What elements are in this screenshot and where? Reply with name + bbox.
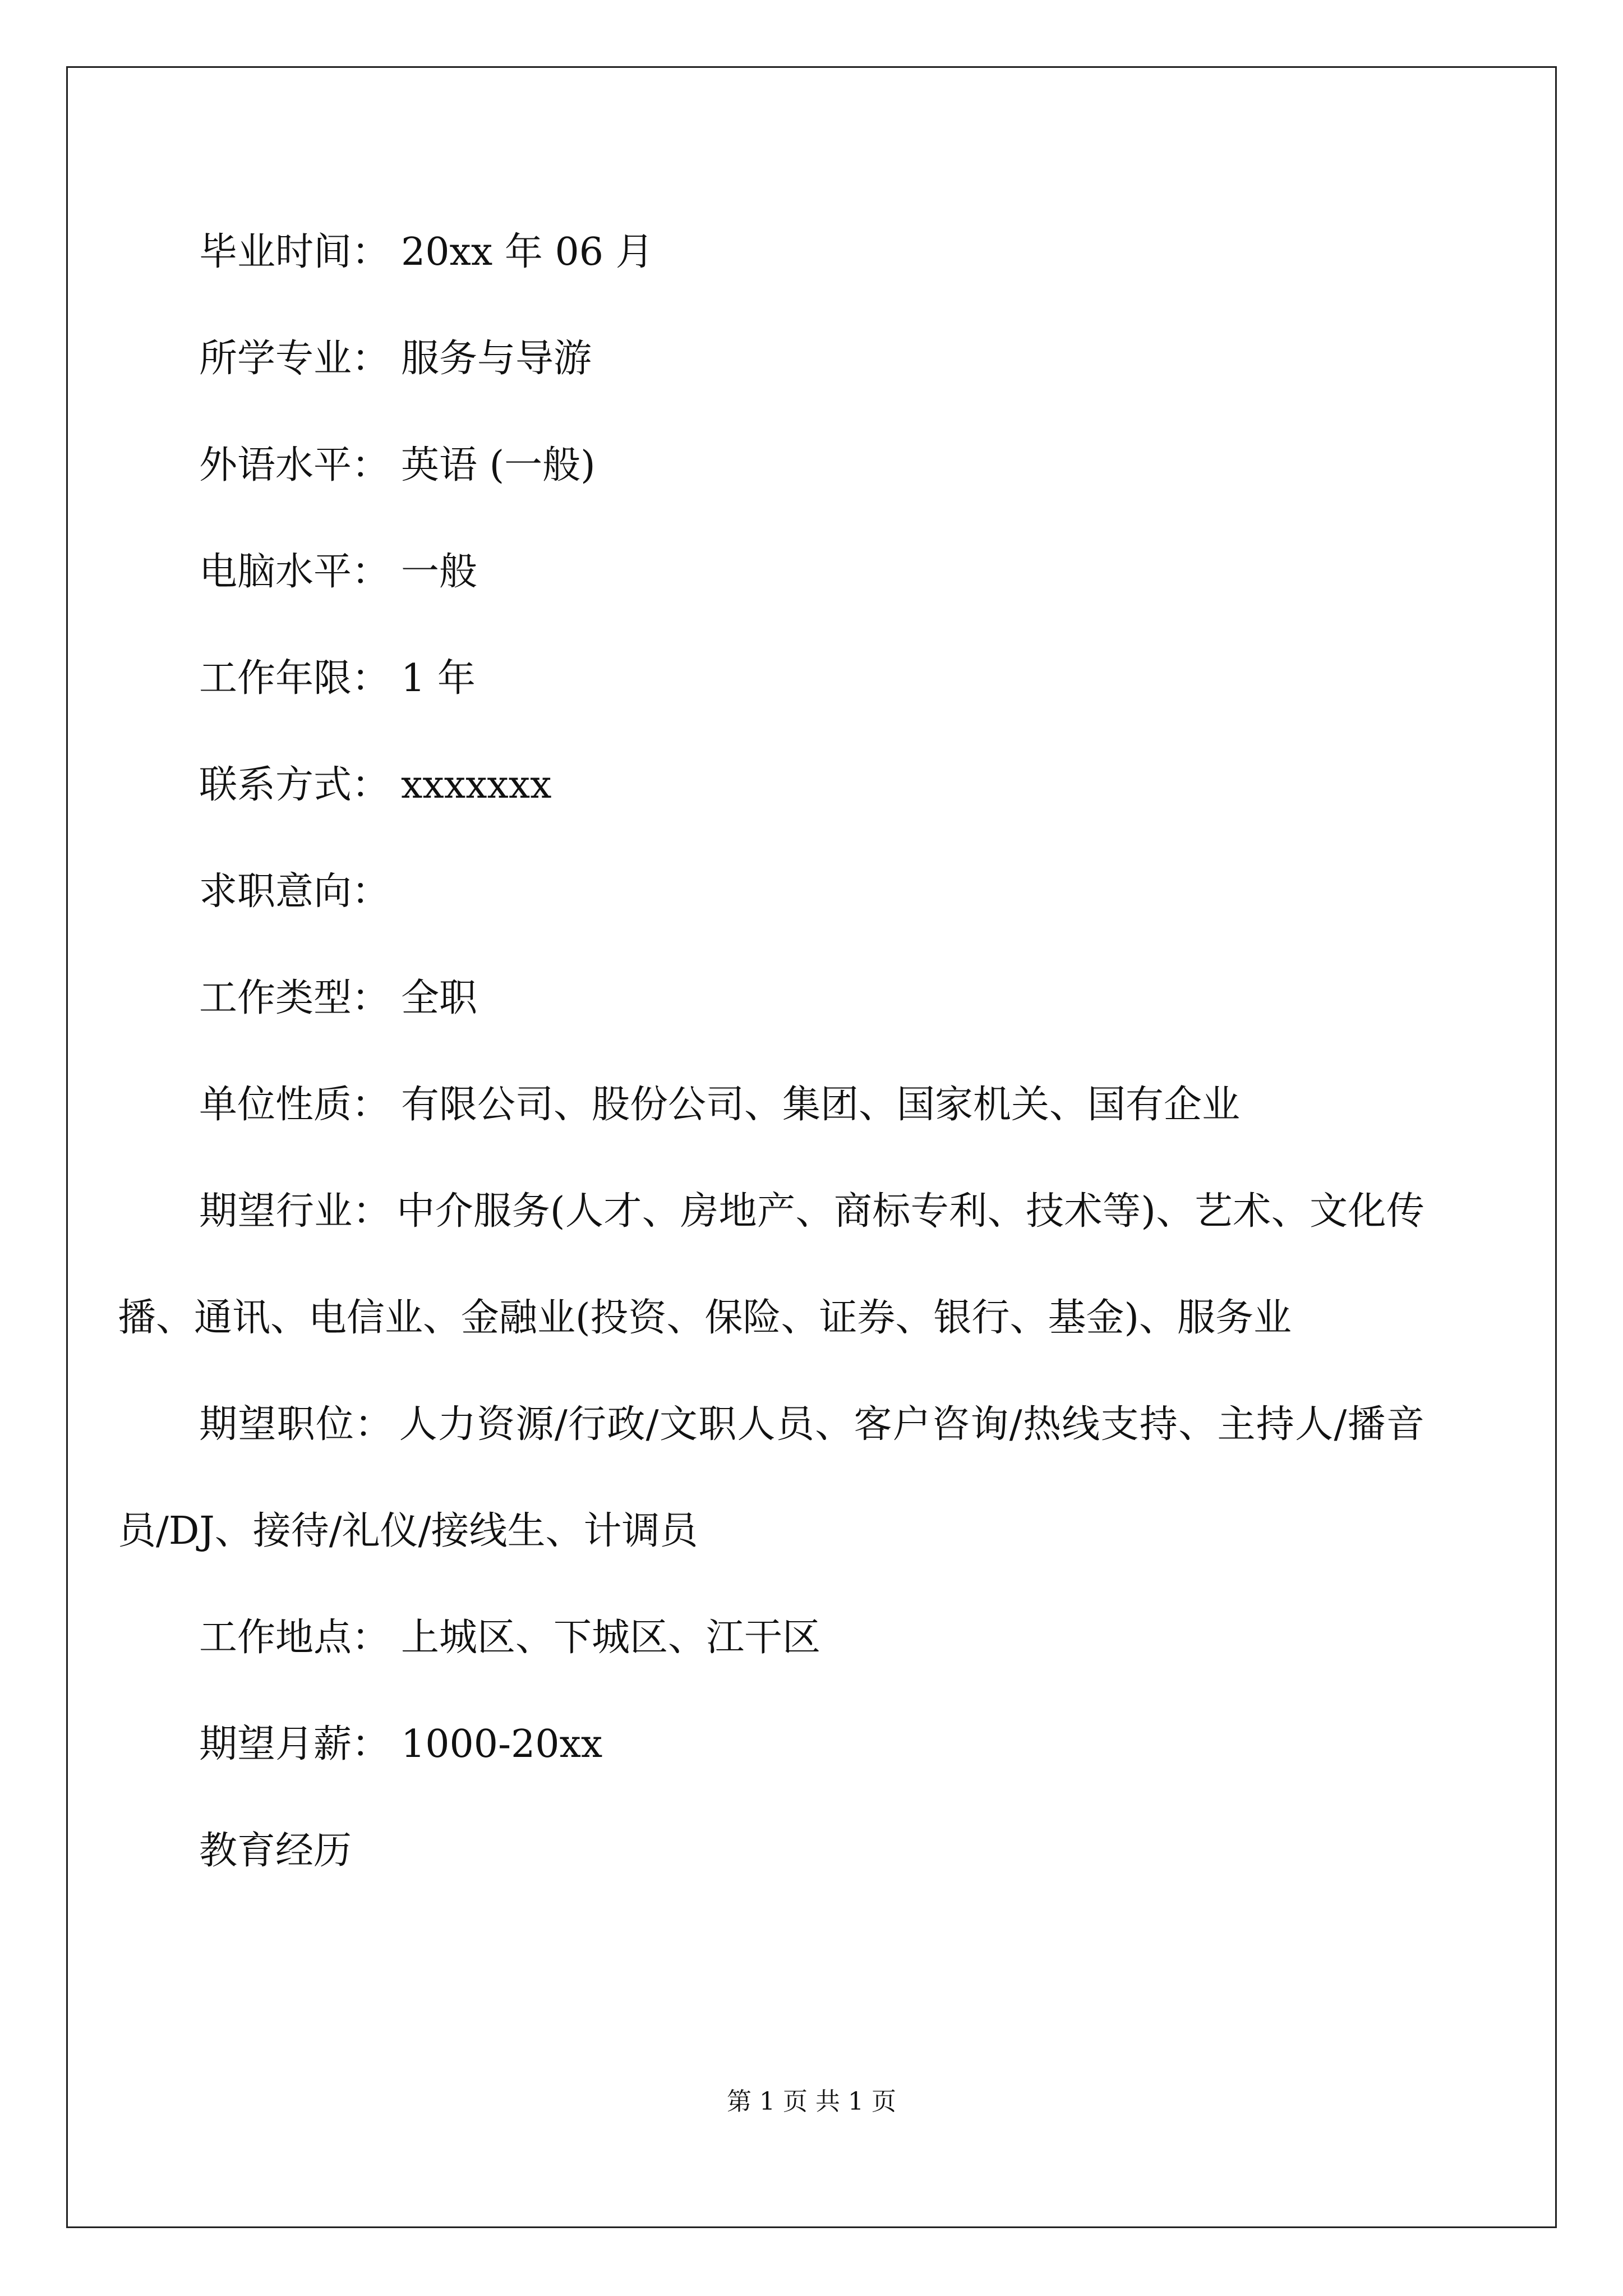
- field-label: 单位性质：: [199, 1083, 390, 1127]
- field-label: 所学专业：: [199, 337, 390, 381]
- field-label: 毕业时间：: [199, 230, 390, 274]
- field-label: 电脑水平：: [199, 550, 390, 594]
- field-expected-position: [118, 1372, 1424, 1585]
- field-value: 有限公司、股份公司、集团、国家机关、国有企业: [401, 1083, 1241, 1127]
- field-work-location: [199, 1585, 1461, 1691]
- page-number-footer: 第 1 页 共 1 页: [727, 2087, 896, 2116]
- field-label: 求职意向：: [199, 869, 390, 914]
- field-label: 期望职位：: [199, 1402, 394, 1447]
- field-expected-industry: [118, 1158, 1424, 1372]
- field-value: 1000-20xx: [401, 1722, 603, 1766]
- field-job-intention: [199, 839, 1461, 945]
- resume-content: [118, 199, 1461, 1904]
- field-label: 期望月薪：: [199, 1722, 390, 1766]
- field-label: 工作地点：: [199, 1616, 390, 1660]
- field-foreign-language: [199, 412, 1461, 519]
- field-company-type: [199, 1052, 1461, 1158]
- section-heading-education: 教育经历: [199, 1829, 352, 1873]
- field-value: 1 年: [401, 656, 476, 701]
- field-contact: [199, 732, 1461, 839]
- field-value: 20xx 年 06 月: [401, 230, 654, 274]
- field-value: 服务与导游: [401, 337, 592, 381]
- field-value: 中介服务(人才、房地产、商标专利、技术等)、艺术、文化传播、通讯、电信业、金融业(投资、保险、证券、银行、基金)、服务业: [118, 1189, 1424, 1340]
- field-label: 外语水平：: [199, 443, 390, 487]
- field-value: 人力资源/行政/文职人员、客户咨询/热线支持、主持人/播音员/DJ、接待/礼仪/接线生、计调员: [118, 1402, 1424, 1553]
- field-job-type: [199, 945, 1461, 1052]
- field-value: xxxxxxx: [401, 763, 552, 807]
- field-label: 期望行业：: [199, 1189, 391, 1234]
- field-label: 工作年限：: [199, 656, 390, 701]
- field-value: 英语 (一般): [401, 443, 596, 487]
- field-major: [199, 306, 1461, 412]
- field-value: 全职: [401, 976, 478, 1020]
- field-value: 上城区、下城区、江干区: [401, 1616, 821, 1660]
- field-expected-salary: [199, 1691, 1461, 1798]
- field-value: 一般: [401, 550, 478, 594]
- field-work-years: [199, 625, 1461, 732]
- field-computer-level: [199, 519, 1461, 625]
- field-label: 联系方式：: [199, 763, 390, 807]
- field-label: 工作类型：: [199, 976, 390, 1020]
- field-graduation-time: [199, 199, 1461, 306]
